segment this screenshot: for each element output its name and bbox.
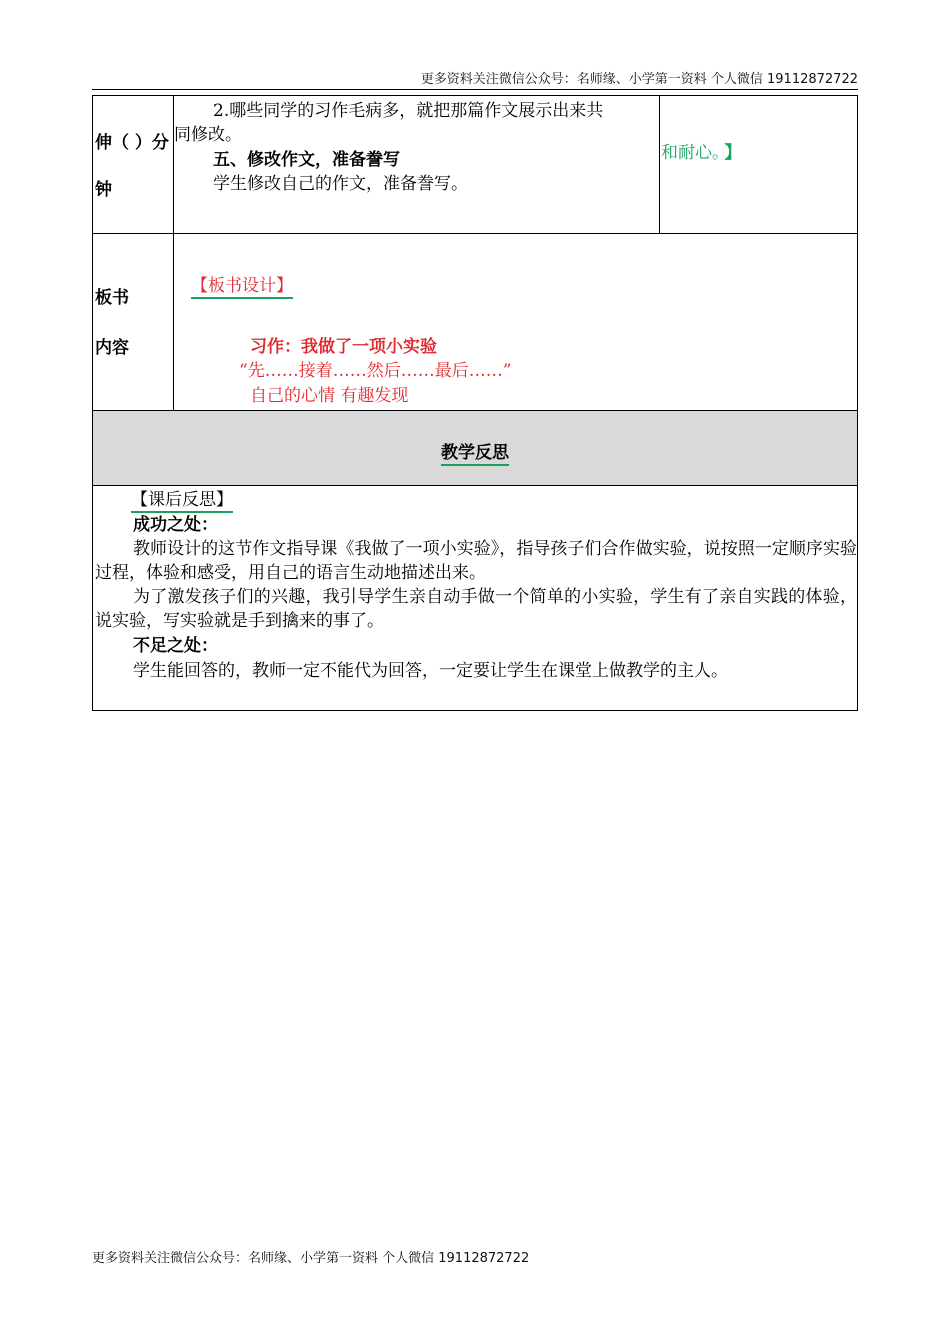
board-title: 习作：我做了一项小实验 [250,337,437,357]
success-title: 成功之处： [133,515,218,535]
page-footer: 更多资料关注微信公众号：名师缘、小学第一资料 个人微信 19112872722 [92,1251,530,1266]
design-note-bracket: 】 [724,143,742,163]
board-keywords: 自己的心情 有趣发现 [250,386,409,406]
page-header: 更多资料关注微信公众号：名师缘、小学第一资料 个人微信 19112872722 [420,72,858,87]
success-paragraph-1: 教师设计的这节作文指导课《我做了一项小实验》，指导孩子们合作做实验，说按照一定顺序实验过程，体验和感受，用自己的语言生动地描述出来。 [95,539,857,583]
lesson-table [92,95,858,711]
shortcoming-title: 不足之处： [133,636,218,656]
reflection-heading [131,488,233,512]
item2-line2: 同修改。 [174,125,242,145]
time-label-cell [93,96,174,233]
board-label-line1: 板书 [95,288,129,308]
time-label-line2: 钟 [95,180,112,200]
board-label-line2: 内容 [95,338,129,358]
board-sequence: “先……接着……然后……最后……” [239,361,512,381]
board-heading-text: 【板书设计】 [191,276,293,299]
success-paragraph-2: 为了激发孩子们的兴趣，我引导学生亲自动手做一个简单的小实验，学生有了亲自实践的体验，说实验，写实验就是手到擒来的事了。 [95,587,857,631]
board-design-row [92,234,858,411]
time-label-line1: 伸（ ）分 [95,133,169,153]
board-heading [191,274,293,298]
board-label-cell [93,234,174,410]
header-divider [92,89,858,90]
steps-cell [174,96,660,233]
step5-title: 五、修改作文，准备誊写 [213,150,400,170]
design-note-text: 和耐心。 [661,143,721,163]
reflection-banner-title [93,438,857,463]
reflection-banner-text: 教学反思 [441,443,509,466]
reflection-content-row [92,486,858,711]
reflection-banner [92,411,858,486]
design-note [661,141,742,165]
reflection-heading-text: 【课后反思】 [131,490,233,513]
shortcoming-paragraph: 学生能回答的，教师一定不能代为回答，一定要让学生在课堂上做教学的主人。 [133,661,728,681]
step5-text: 学生修改自己的作文，准备誊写。 [213,174,468,194]
item2-line1: 2.哪些同学的习作毛病多，就把那篇作文展示出来共 [213,101,604,121]
lesson-steps-row [92,95,858,234]
